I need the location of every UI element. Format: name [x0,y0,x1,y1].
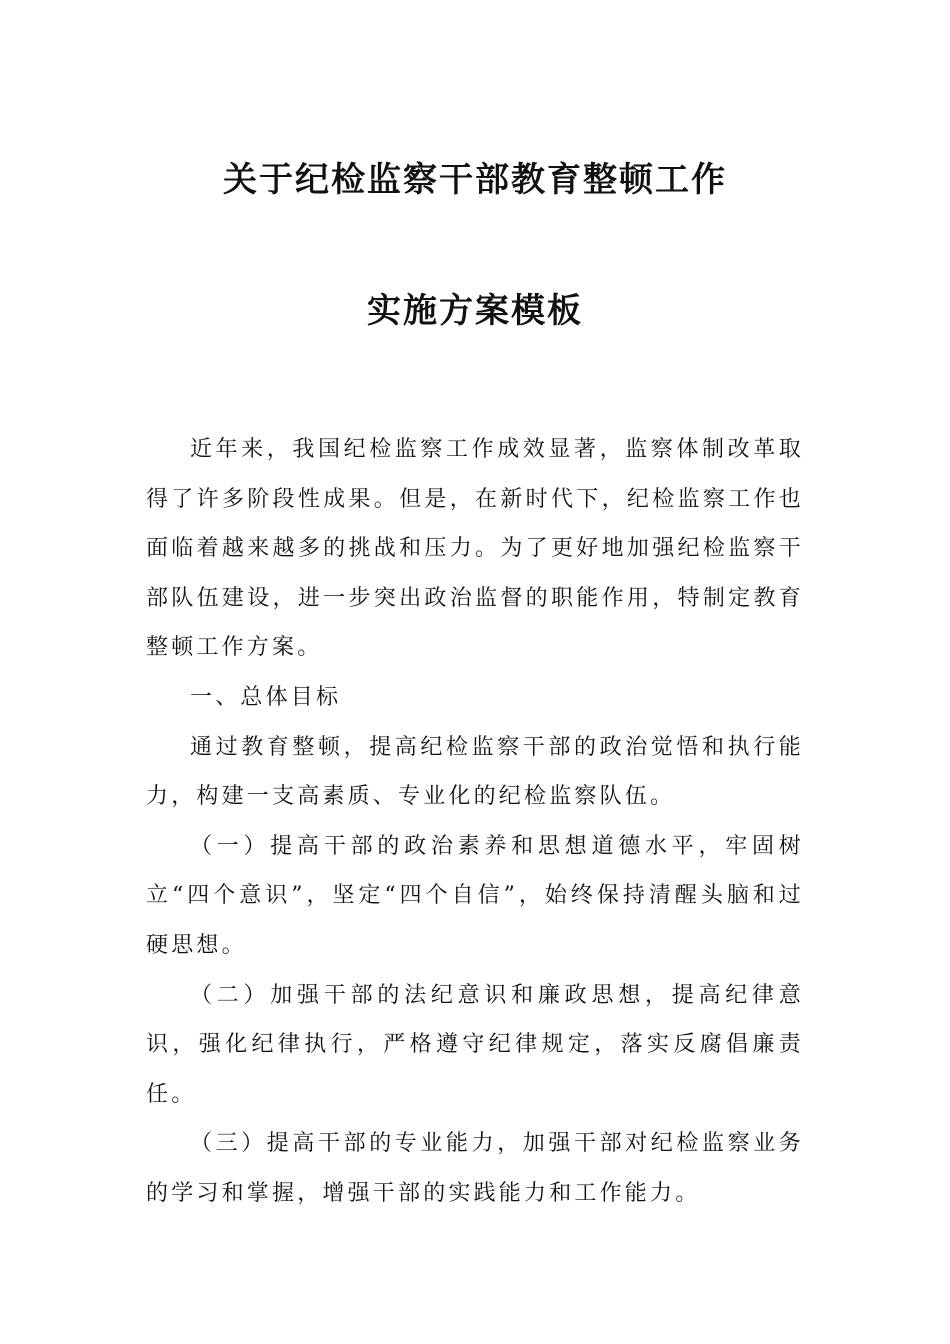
goal-item-2: （二）加强干部的法纪意识和廉政思想，提高纪律意识，强化纪律执行，严格遵守纪律规定，落实反腐倡廉责任。 [146,982,804,1107]
document-title-line-1: 关于纪检监察干部教育整顿工作 [223,160,727,200]
overall-goal-paragraph: 通过教育整顿，提高纪检监察干部的政治觉悟和执行能力，构建一支高素质、专业化的纪检监察队伍。 [146,734,804,810]
goal-item-1: （一）提高干部的政治素养和思想道德水平，牢固树立“四个意识”，坚定“四个自信”，始终保持清醒头脑和过硬思想。 [146,833,804,958]
document-body [146,425,804,1219]
goal-item-3: （三）提高干部的专业能力，加强干部对纪检监察业务的学习和掌握，增强干部的实践能力和工作能力。 [146,1131,804,1206]
section-heading-overall-goal: 一、总体目标 [190,684,342,710]
document-title-line-2: 实施方案模板 [367,291,583,331]
intro-paragraph: 近年来，我国纪检监察工作成效显著，监察体制改革取得了许多阶段性成果。但是，在新时代下，纪检监察工作也面临着越来越多的挑战和压力。为了更好地加强纪检监察干部队伍建设，进一步突出政治监督的职能作用，特制定教育整顿工作方案。 [146,437,804,661]
